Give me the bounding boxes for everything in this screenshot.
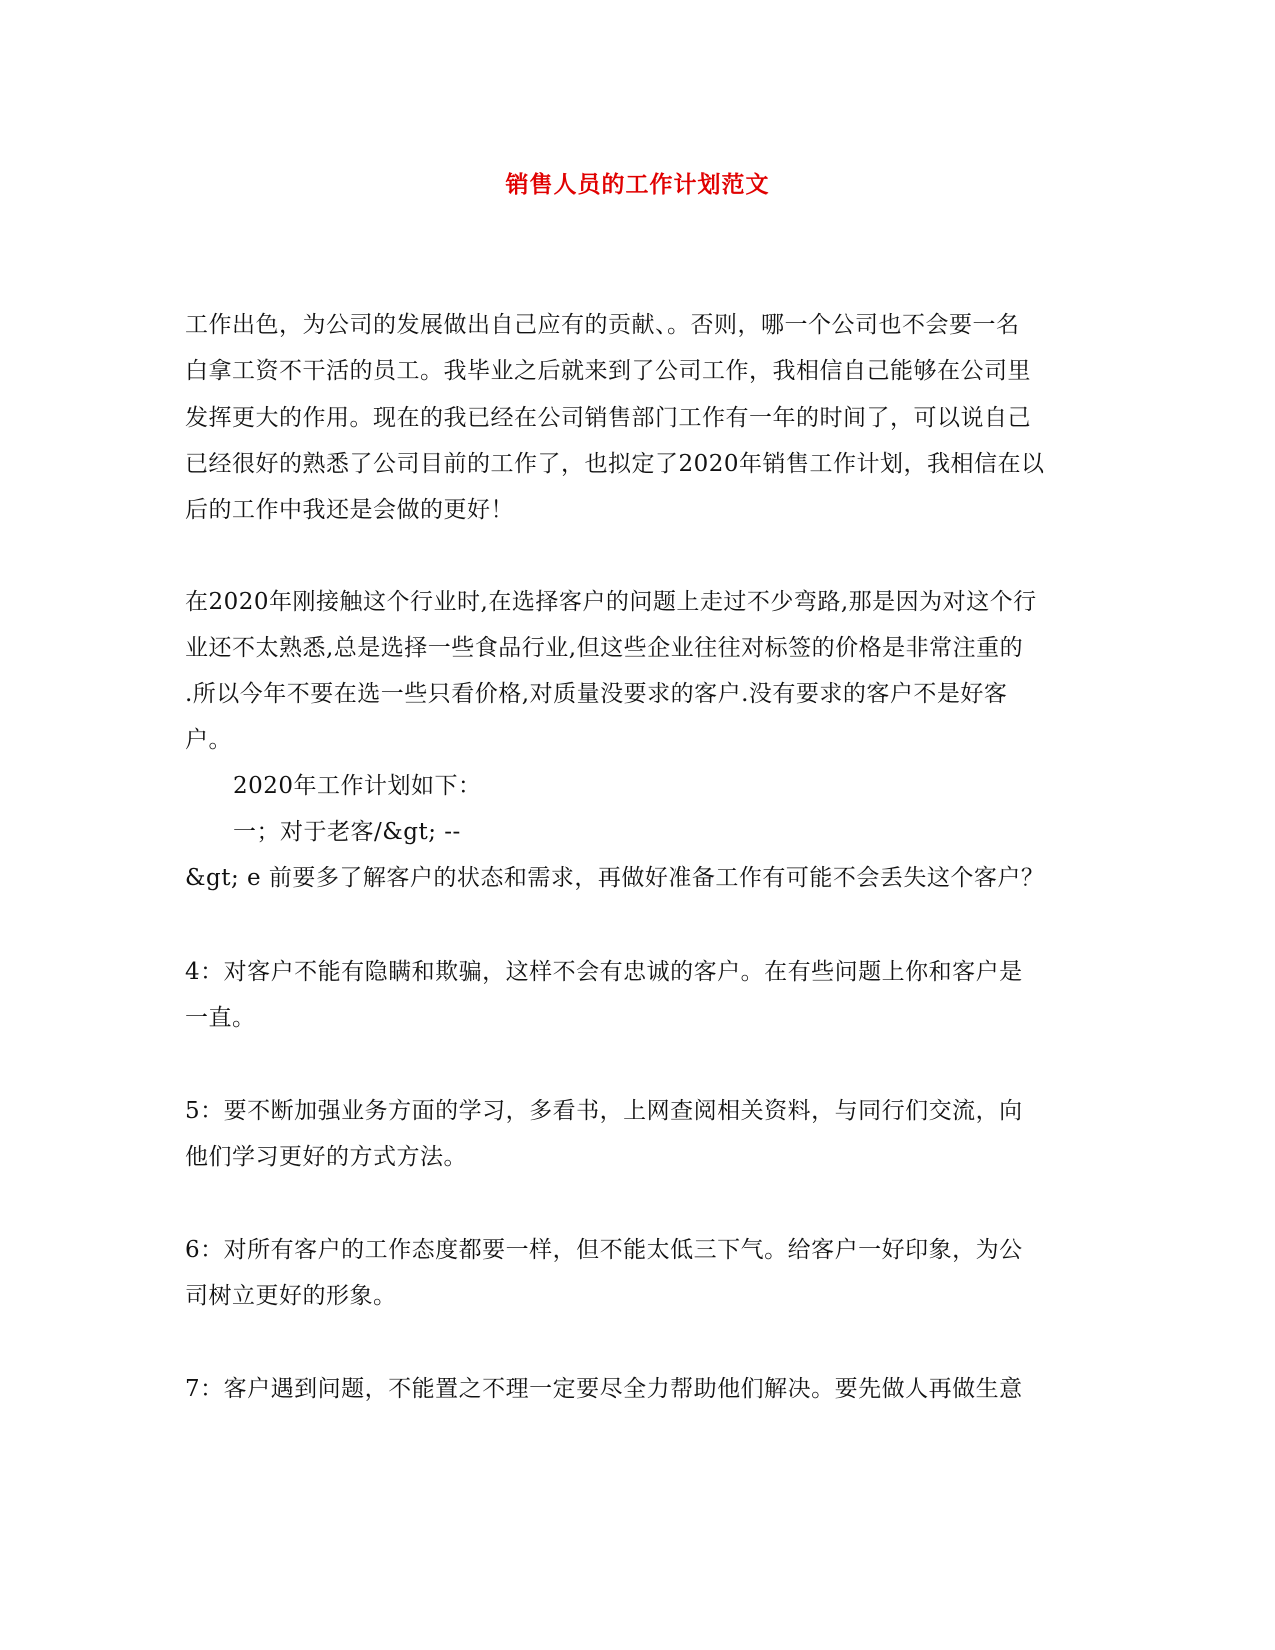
plan-heading: 2020年工作计划如下： [233,773,482,799]
body-line: 已经很好的熟悉了公司目前的工作了，也拟定了2020年销售工作计划，我相信在以 [185,451,1045,477]
body-line: 发挥更大的作用。现在的我已经在公司销售部门工作有一年的时间了，可以说自己 [185,405,1031,431]
body-line: 一；对于老客/&gt; -- [233,819,461,845]
document-title: 销售人员的工作计划范文 [505,171,770,198]
body-line: 一直。 [185,1005,256,1031]
body-line: 5：要不断加强业务方面的学习，多看书，上网查阅相关资料，与同行们交流，向 [185,1098,1023,1124]
body-line: 白拿工资不干活的员工。我毕业之后就来到了公司工作，我相信自己能够在公司里 [185,358,1031,384]
body-line: 他们学习更好的方式方法。 [185,1144,467,1170]
body-line: 业还不太熟悉,总是选择一些食品行业,但这些企业往往对标签的价格是非常注重的 [185,635,1024,661]
body-line: 4：对客户不能有隐瞒和欺骗，这样不会有忠诚的客户。在有些问题上你和客户是 [185,959,1023,985]
body-line: 后的工作中我还是会做的更好！ [185,497,514,523]
body-line: 户。 [185,727,232,753]
body-line: 7：客户遇到问题，不能置之不理一定要尽全力帮助他们解决。要先做人再做生意 [185,1376,1023,1402]
body-line: 6：对所有客户的工作态度都要一样，但不能太低三下气。给客户一好印象，为公 [185,1237,1023,1263]
body-line: 工作出色，为公司的发展做出自己应有的贡献、。否则，哪一个公司也不会要一名 [185,312,1020,338]
body-line: &gt; e 前要多了解客户的状态和需求，再做好准备工作有可能不会丢失这个客户？ [185,865,1045,891]
body-line: 在2020年刚接触这个行业时,在选择客户的问题上走过不少弯路,那是因为对这个行 [185,589,1037,615]
body-line: .所以今年不要在选一些只看价格,对质量没要求的客户.没有要求的客户不是好客 [185,681,1008,707]
body-line: 司树立更好的形象。 [185,1283,397,1309]
